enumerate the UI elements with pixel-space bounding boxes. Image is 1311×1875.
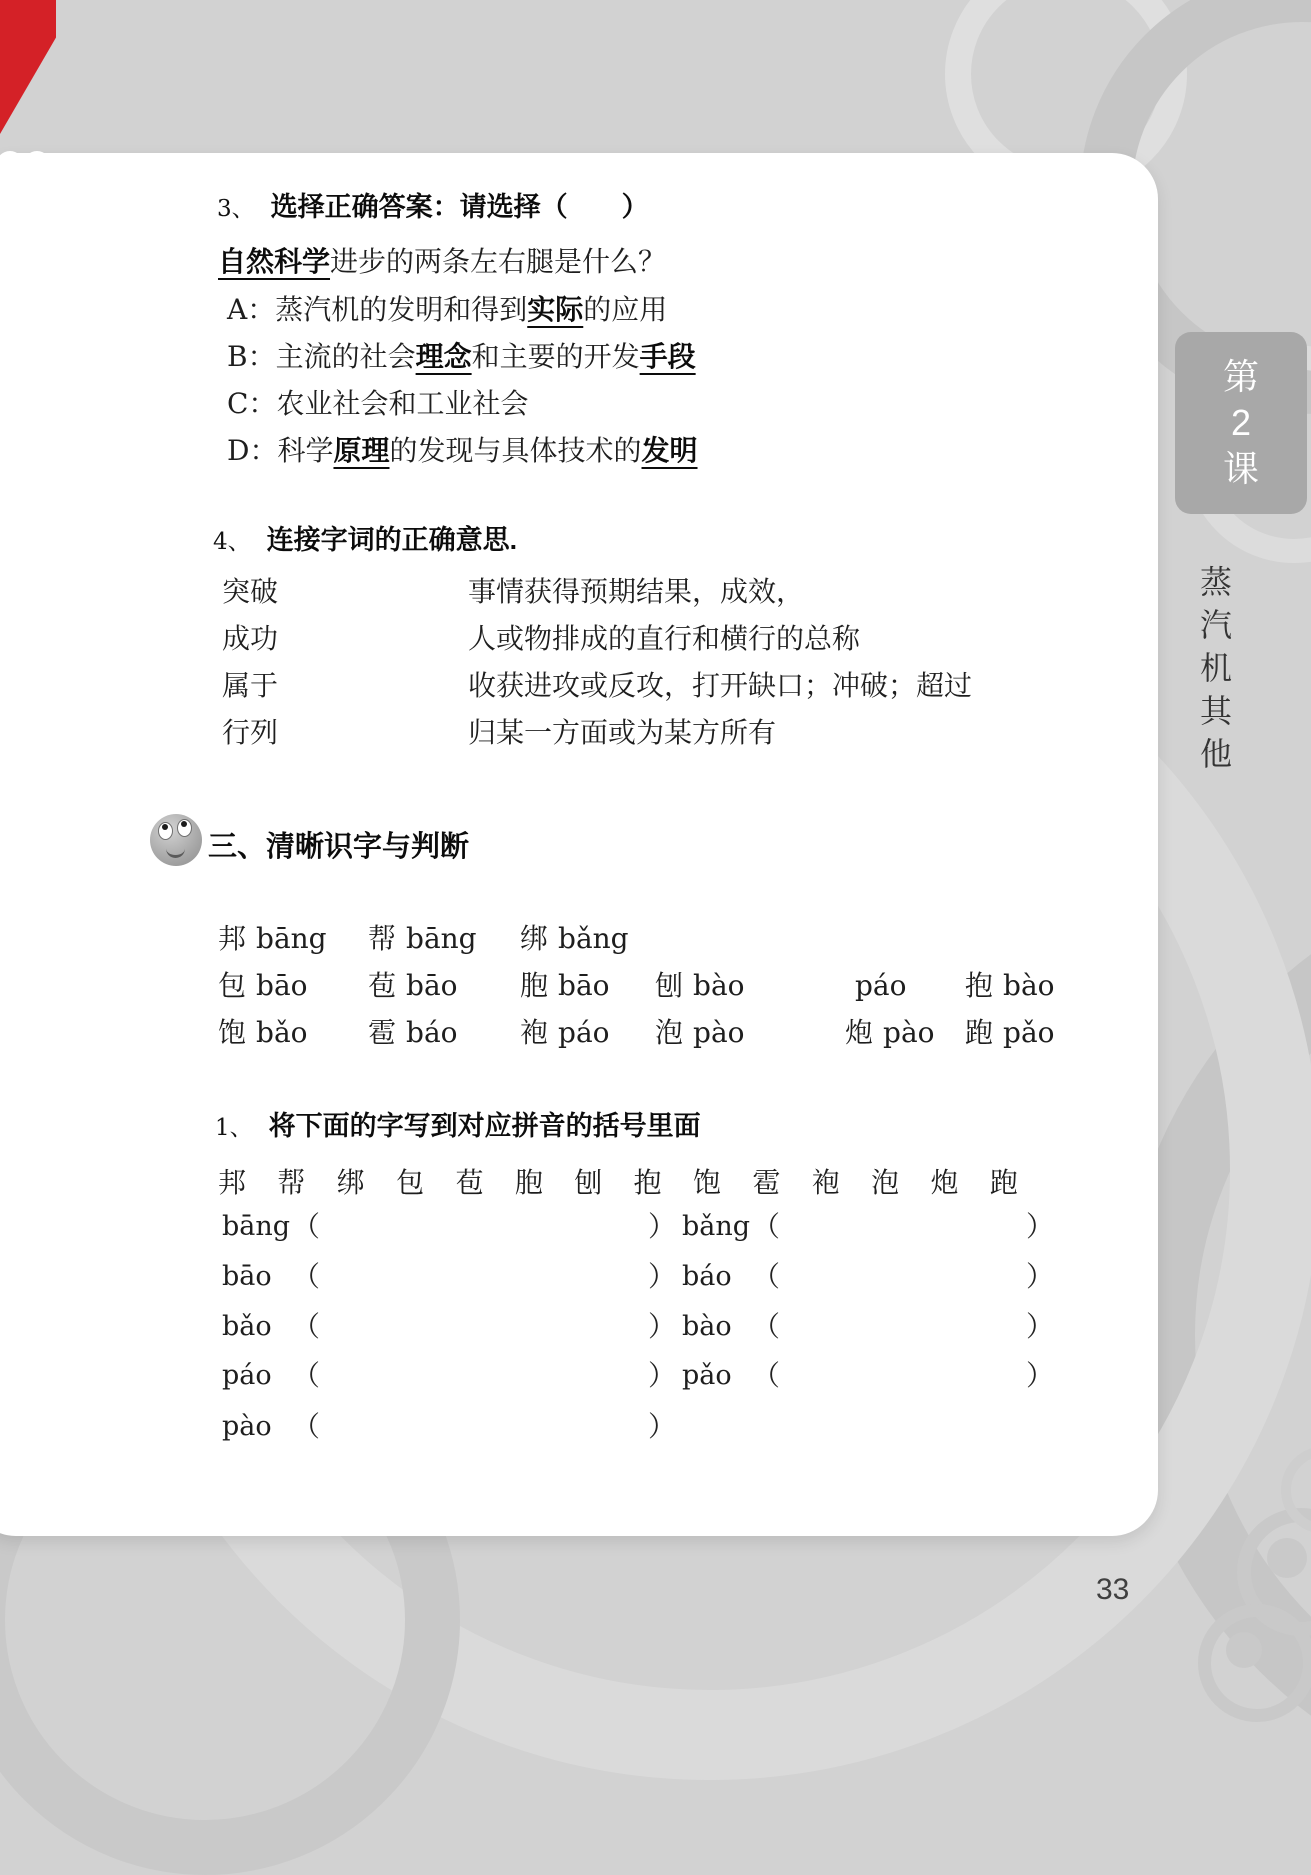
lesson-title-char: 蒸 — [1199, 564, 1232, 600]
hanzi: 胞 — [520, 969, 549, 1002]
q3-question-em: 自然科学 — [218, 246, 331, 277]
hanzi: 邦 — [218, 922, 247, 955]
decor-dot — [1267, 1538, 1307, 1578]
pinyin-label: bǎng — [682, 1211, 751, 1242]
lesson-title-char: 其 — [1199, 693, 1232, 729]
q3-heading — [217, 191, 649, 223]
pinyin: bāo — [256, 969, 308, 1002]
q3-question — [218, 246, 666, 278]
smiley-eye — [177, 819, 192, 837]
option-text: 和主要的开发 — [471, 340, 640, 373]
q1-number: 1、 — [215, 1115, 253, 1141]
pinyin-label: bāng — [222, 1211, 291, 1242]
pinyin-label: pào — [222, 1411, 272, 1442]
lesson-title-vertical — [1197, 566, 1235, 770]
match-meaning: 收获进攻或反攻，打开缺口；冲破；超过 — [468, 669, 973, 702]
pinyin-label: bǎo — [222, 1311, 272, 1342]
option-text: 农业社会和工业社会 — [276, 387, 529, 420]
paren-close: ） — [1026, 1260, 1055, 1293]
pinyin-cell — [655, 970, 745, 1002]
pinyin: pào — [693, 1016, 745, 1049]
paren-open: （ — [752, 1310, 781, 1343]
hanzi: 袍 — [520, 1016, 549, 1049]
lesson-tab-char: 第 — [1222, 356, 1259, 397]
option-label: D： — [227, 434, 278, 467]
paren-close: ） — [1026, 1359, 1055, 1392]
option-em: 实际 — [527, 294, 584, 325]
q4-heading — [213, 524, 517, 556]
lesson-tab-char: 课 — [1222, 448, 1259, 489]
hanzi: 绑 — [520, 922, 549, 955]
pinyin-cell — [218, 923, 327, 955]
pinyin: páo — [855, 969, 907, 1002]
pinyin-cell — [845, 1017, 935, 1049]
pinyin-cell — [520, 1017, 610, 1049]
paren-open: （ — [752, 1210, 781, 1243]
corner-ribbon — [0, 0, 56, 134]
q1-heading — [215, 1110, 701, 1142]
paren-close: ） — [648, 1210, 677, 1243]
pinyin-cell — [845, 970, 906, 1002]
pinyin-cell — [218, 1017, 308, 1049]
pinyin-cell — [368, 923, 477, 955]
match-meaning: 人或物排成的直行和横行的总称 — [468, 622, 861, 655]
match-word: 成功 — [222, 622, 279, 655]
lesson-title-char: 汽 — [1199, 607, 1232, 643]
paren-close: ） — [1026, 1210, 1055, 1243]
paren-open: （ — [292, 1410, 321, 1443]
option-label: A： — [227, 293, 276, 326]
hanzi: 炮 — [845, 1016, 874, 1049]
option-label: B： — [227, 340, 276, 373]
hanzi: 绑 — [336, 1166, 365, 1199]
hanzi: 苞 — [368, 969, 397, 1002]
hanzi: 包 — [218, 969, 247, 1002]
option-a-text — [227, 294, 667, 326]
paren-open: （ — [752, 1260, 781, 1293]
page-number: 33 — [1096, 1573, 1130, 1606]
hanzi: 帮 — [368, 922, 397, 955]
pinyin-label: páo — [222, 1360, 272, 1391]
pinyin-cell — [368, 1017, 458, 1049]
q3-title: 选择正确答案：请选择（ ） — [270, 192, 649, 222]
option-label: C： — [227, 387, 277, 420]
q3-question-rest: 进步的两条左右腿是什么？ — [330, 245, 667, 278]
hanzi: 邦 — [218, 1166, 247, 1199]
pinyin-cell — [965, 1017, 1055, 1049]
match-meaning: 归某一方面或为某方所有 — [468, 716, 777, 749]
section3-heading: 三、清晰识字与判断 — [208, 831, 470, 863]
option-text: 主流的社会 — [275, 340, 416, 373]
hanzi: 雹 — [752, 1166, 781, 1199]
match-meaning: 事情获得预期结果，成效， — [468, 575, 805, 608]
option-c-text — [227, 388, 528, 420]
option-text: 的发现与具体技术的 — [389, 434, 642, 467]
option-text: 的应用 — [583, 293, 668, 326]
paren-open: （ — [292, 1210, 321, 1243]
match-word: 行列 — [222, 716, 279, 749]
q4-number: 4、 — [213, 529, 251, 555]
option-em: 发明 — [641, 435, 698, 466]
pinyin: bāo — [558, 969, 610, 1002]
paren-open: （ — [752, 1359, 781, 1392]
pinyin-cell — [218, 970, 308, 1002]
match-word: 属于 — [222, 669, 279, 702]
hanzi: 抱 — [965, 969, 994, 1002]
pinyin: bāo — [406, 969, 458, 1002]
hanzi: 饱 — [693, 1166, 722, 1199]
pinyin: bǎo — [256, 1016, 308, 1049]
paren-open: （ — [292, 1260, 321, 1293]
q1-title: 将下面的字写到对应拼音的括号里面 — [268, 1111, 701, 1141]
option-em: 原理 — [333, 435, 390, 466]
lesson-title-char: 他 — [1199, 736, 1232, 772]
pinyin-cell — [655, 1017, 745, 1049]
hanzi: 刨 — [574, 1166, 603, 1199]
lesson-tab-char: 2 — [1230, 402, 1252, 443]
pinyin-label: bāo — [222, 1261, 272, 1292]
option-em: 理念 — [415, 341, 472, 372]
hanzi: 雹 — [368, 1016, 397, 1049]
smiley-eye — [158, 822, 173, 840]
pinyin: bào — [1003, 969, 1055, 1002]
pinyin: páo — [558, 1016, 610, 1049]
paren-open: （ — [292, 1310, 321, 1343]
pinyin-label: bào — [682, 1311, 732, 1342]
pinyin-label: pǎo — [682, 1360, 732, 1391]
hanzi: 跑 — [965, 1016, 994, 1049]
hanzi: 饱 — [218, 1016, 247, 1049]
paren-close: ） — [1026, 1310, 1055, 1343]
pinyin: bào — [693, 969, 745, 1002]
hanzi: 泡 — [871, 1166, 900, 1199]
corner-notch — [23, 151, 51, 179]
paren-close: ） — [648, 1359, 677, 1392]
pinyin: bāng — [406, 922, 477, 955]
paren-open: （ — [292, 1359, 321, 1392]
hanzi: 跑 — [989, 1166, 1018, 1199]
option-text: 蒸汽机的发明和得到 — [275, 293, 528, 326]
paren-close: ） — [648, 1260, 677, 1293]
pinyin: pào — [883, 1016, 935, 1049]
character-list — [218, 1161, 1018, 1201]
pinyin: pǎo — [1003, 1016, 1055, 1049]
hanzi: 帮 — [277, 1166, 306, 1199]
pinyin-cell — [965, 970, 1055, 1002]
smiley-face-icon — [150, 814, 202, 866]
lesson-tab — [1175, 332, 1307, 514]
match-word: 突破 — [222, 575, 279, 608]
pinyin-cell — [520, 923, 629, 955]
option-em: 手段 — [639, 341, 696, 372]
paren-close: ） — [648, 1310, 677, 1343]
pinyin: bāng — [256, 922, 327, 955]
pinyin-cell — [368, 970, 458, 1002]
hanzi: 包 — [396, 1166, 425, 1199]
hanzi: 刨 — [655, 969, 684, 1002]
hanzi: 炮 — [930, 1166, 959, 1199]
paren-close: ） — [648, 1410, 677, 1443]
pinyin-label: báo — [682, 1261, 732, 1292]
decor-dot — [1226, 1632, 1262, 1668]
pinyin: bǎng — [558, 922, 629, 955]
option-d-text — [227, 435, 698, 467]
hanzi: 胞 — [514, 1166, 543, 1199]
hanzi: 苞 — [455, 1166, 484, 1199]
hanzi: 抱 — [633, 1166, 662, 1199]
smiley-pupil — [162, 824, 168, 830]
hanzi: 泡 — [655, 1016, 684, 1049]
option-text: 科学 — [277, 434, 334, 467]
hanzi: 袍 — [811, 1166, 840, 1199]
q4-title: 连接字词的正确意思. — [266, 525, 518, 555]
lesson-title-char: 机 — [1199, 650, 1232, 686]
smiley-pupil — [181, 821, 187, 827]
pinyin-cell — [520, 970, 610, 1002]
pinyin: báo — [406, 1016, 458, 1049]
option-b-text — [227, 341, 696, 373]
smiley-mouth — [166, 844, 185, 858]
q3-number: 3、 — [217, 196, 255, 222]
